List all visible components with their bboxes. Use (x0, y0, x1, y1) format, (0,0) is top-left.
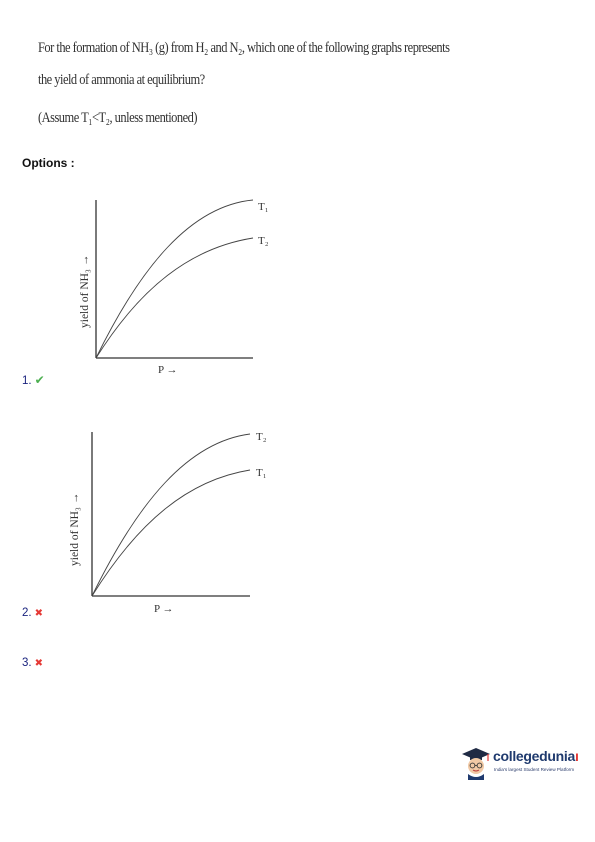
option-2-number[interactable] (22, 607, 43, 619)
option-2-graph (58, 422, 288, 617)
collegedunia-logo[interactable] (461, 744, 587, 784)
lower-curve-label: T₁ (256, 467, 267, 479)
x-axis-label: P → (154, 603, 174, 615)
graduate-mascot-icon (461, 746, 491, 780)
question-line-1: For the formation of NH₃ (g) from H₂ and N₂, which one of the following graphs represents (38, 40, 450, 56)
y-axis-label: yield of NH₃ → (79, 254, 91, 328)
question-line-3: (Assume T₁<T₂, unless mentioned) (38, 110, 198, 126)
option-1-number[interactable] (22, 373, 45, 387)
option-number: 2. (22, 607, 32, 619)
cross-icon: ✖ (34, 608, 43, 619)
option-1-graph (60, 188, 290, 378)
option-number: 1. (22, 375, 32, 387)
upper-curve (96, 200, 253, 358)
question-line-2: the yield of ammonia at equilibrium? (38, 72, 205, 88)
x-axis-label: P → (158, 364, 178, 376)
option-3-number[interactable] (22, 657, 43, 669)
check-icon: ✔ (34, 373, 45, 387)
logo-tagline: India's largest Student Review Platform (494, 767, 575, 772)
logo-name: collegeduniaı (493, 748, 579, 764)
upper-curve-label: T₁ (258, 201, 269, 213)
option-number: 3. (22, 657, 32, 669)
cross-icon: ✖ (34, 658, 43, 669)
lower-curve (96, 238, 253, 358)
upper-curve (92, 434, 250, 596)
lower-curve-label: T₂ (258, 235, 269, 247)
lower-curve (92, 470, 250, 596)
upper-curve-label: T₂ (256, 431, 267, 443)
options-title: Options : (22, 156, 75, 170)
y-axis-label: yield of NH₃ → (69, 492, 81, 566)
